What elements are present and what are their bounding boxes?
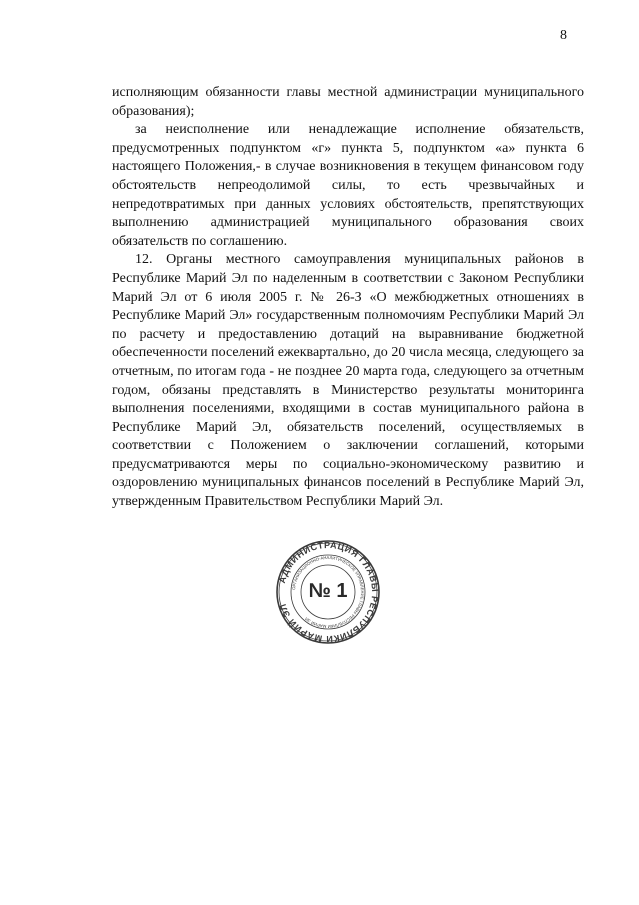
- stamp-outer-text: АДМИНИСТРАЦИЯ ГЛАВЫ РЕСПУБЛИКИ МАРИЙ ЭЛ: [276, 540, 380, 644]
- document-body: [112, 84, 584, 512]
- paragraph-3: 12. Органы местного самоуправления муниципальных районов в Республике Марий Эл по наделенным в соответствии с Законом Республики Марий Эл от 6 июля 2005 г. № 26-З «О межбюджетных отношениях в Республике Марий Эл» государственным полномочиям Республики Марий Эл по расчету и предоставлению дотаций на выравнивание бюджетной обеспеченности поселений ежеквартально, до 20 числа месяца, следующего за отчетным, по итогам года - не позднее 20 марта года, следующего за отчетным годом, обязаны представлять в Министерство результаты мониторинга выполнения поселениями, входящими в состав муниципального района в Республике Марий Эл, обязательств поселений, осуществляемых в соответствии с Положением о заключении соглашений, которыми предусматриваются меры по социально-экономическому развитию и оздоровлению муниципальных финансов поселений в Республике Марий Эл, утвержденным Правительством Республики Марий Эл.: [112, 252, 584, 510]
- paragraph-2: за неисполнение или ненадлежащие исполнение обязательств, предусмотренных подпунктом «г» пункта 5, подпунктом «а» пункта 6 настоящего Положения,- в случае возникновения в текущем финансовом году обстоятельств непреодолимой силы, то есть чрезвычайных и непредотвратимых при данных условиях обстоятельств, препятствующих выполнению администрацией муниципального образования своих обязательств по соглашению.: [112, 122, 584, 249]
- paragraph-1: исполняющим обязанности главы местной администрации муниципального образования);: [112, 85, 584, 119]
- page-number: 8: [560, 28, 567, 43]
- official-stamp: [276, 540, 380, 644]
- stamp-inner-text: ОРГАНИЗАЦИОННО-АНАЛИТИЧЕСКОЕ УПРАВЛЕНИЕ ГЛАВЫ РЕСПУБЛИКИ МАРИЙ ЭЛ: [291, 554, 366, 630]
- stamp-number: № 1: [308, 580, 348, 602]
